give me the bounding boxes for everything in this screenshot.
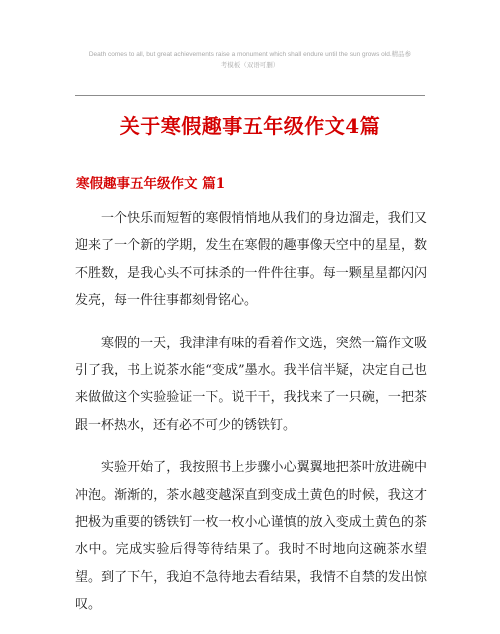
document-title: 关于寒假趣事五年级作文4篇 xyxy=(119,114,381,138)
header-note-line-1: Death comes to all, but great achievements raise a monument which shall endure until the sun grows old.精品参 xyxy=(88,51,412,58)
paragraph-3: 实验开始了，我按照书上步骤小心翼翼地把茶叶放进碗中冲泡。渐渐的，茶水越变越深直到变成土黄色的时候，我这才把极为重要的锈铁钉一枚一枚小心谨慎的放入变成土黄色的茶水中。完成实验后得等待结果了。我时不时地向这碗茶水望望。到了下午，我迫不急待地去看结果，我情不自禁的发出惊叹。 xyxy=(75,460,427,613)
paragraph-2: 寒假的一天，我津津有味的看着作文选，突然一篇作文吸引了我，书上说茶水能“变成”墨水。我半信半疑，决定自己也来做做这个实验验证一下。说干干，我找来了一只碗，一把茶跟一杯热水，还有必不可少的锈铁钉。 xyxy=(75,335,427,433)
header-note-line-2: 考模板（双语可删） xyxy=(220,62,280,69)
section-heading: 寒假趣事五年级作文 篇1 xyxy=(76,176,226,192)
paragraph-1: 一个快乐而短暂的寒假悄悄地从我们的身边溜走，我们又迎来了一个新的学期，发生在寒假的趣事像天空中的星星，数不胜数，是我心头不可抹杀的一件件往事。每一颗星星都闪闪发亮，每一件往事都刻骨铭心。 xyxy=(75,211,427,309)
header-note xyxy=(70,49,430,71)
body-text xyxy=(75,205,427,634)
header-divider xyxy=(75,95,425,96)
